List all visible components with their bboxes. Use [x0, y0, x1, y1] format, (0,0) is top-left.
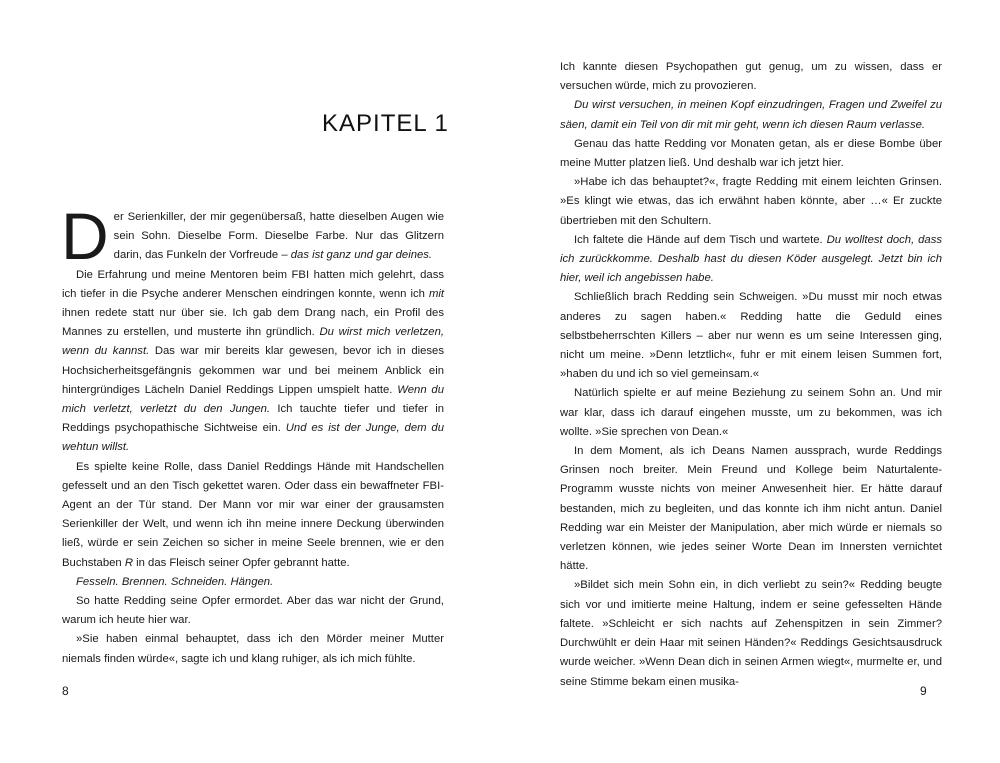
italic-text: Und es ist der Junge, dem du wehtun willst. — [62, 422, 444, 454]
paragraph: »Habe ich das behauptet?«, fragte Redding mit einem leichten Grinsen. »Es klingt wie etwas, das ich erwähnt haben könnte, aber …« Er zuckte übertrieben mit den Schultern. — [560, 176, 942, 227]
paragraph: Die Erfahrung und meine Mentoren beim FBI hatten mich gelehrt, dass ich tiefer in die Psyche anderer Menschen eindringen konnte, wenn ich mit ihnen redete statt nur über sie. Ich gab dem Drang nach, ein Profil des Mannes zu erstellen, und musterte ihn gründlich. Du wirst mich verletzen, wenn du kannst. Das war mir bereits klar gewesen, bevor ich in dieses Hochsicherheitsgefängnis gekommen war und bei meinem Anblick ein hintergründiges Lächeln Daniel Reddings Lippen umspielt hatte. Wenn du mich verletzt, verletzt du den Jungen. Ich tauchte tiefer und tiefer in Reddings psychopathische Sichtweise ein. Und es ist der Junge, dem du wehtun willst. — [62, 268, 445, 454]
italic-text: Wenn du mich verletzt, verletzt du den Jungen. — [62, 383, 445, 416]
italic-text: mit — [428, 287, 444, 300]
paragraph: So hatte Redding seine Opfer ermordet. Aber das war nicht der Grund, warum ich heute hier war. — [62, 595, 444, 627]
italic-text: Du wirst mich verletzen, wenn du kannst. — [62, 326, 444, 358]
drop-cap: D — [61, 199, 109, 273]
paragraph: »Bildet sich mein Sohn ein, in dich verliebt zu sein?« Redding beugte sich vor und imitierte meine Haltung, indem er seine gefesselten Hände faltete. »Schleicht er sich nachts auf Zehenspitzen in sein Zimmer? Durchwühlt er dein Haar mit seinen Händen?« Reddings Gesichtsausdruck wurde weicher. »Wenn Dean dich in seinen Armen wiegt«, murmelte er, und seine Stimme bekam einen musika- — [560, 579, 942, 688]
italic-text: Fesseln. Brennen. Schneiden. Hängen. — [76, 575, 274, 588]
italic-text: Du wolltest doch, dass ich zurückkomme. Deshalb hast du diesen Köder ausgelegt. Jetzt bin ich hier, weil ich angebissen habe. — [560, 233, 942, 285]
page-number-left: 8 — [62, 684, 69, 698]
paragraph: Schließlich brach Redding sein Schweigen. »Du musst mir noch etwas anderes zu sagen haben.« Redding hatte die Geduld eines selbstbeherrschten Killers – aber nur wenn es um seine Interessen ging, nicht um meine. »Denn letztlich«, fuhr er mit einem leisen Summen fort, »haben du und ich so viel gemeinsam.« — [560, 291, 942, 381]
italic-text: Du wirst versuchen, in meinen Kopf einzudringen, Fragen und Zweifel zu säen, damit ein Teil von dir mit mir geht, wenn ich diesen Raum verlasse. — [560, 99, 942, 131]
paragraph: Es spielte keine Rolle, dass Daniel Reddings Hände mit Handschellen gefesselt und an den Tisch gekettet waren. Oder dass ein bewaffneter FBI-Agent an der Tür stand. Der Mann vor mir war einer der grausamsten Serienkiller der Welt, und wenn ich ihn meine innere Deckung überwinden ließ, würde er sein Zeichen so sicher in meine Seele brennen, wie er den Buchstaben R in das Fleisch seiner Opfer gebrannt hatte. — [62, 460, 444, 569]
chapter-title: KAPITEL 1 — [322, 110, 449, 137]
paragraph: In dem Moment, als ich Deans Namen aussprach, wurde Reddings Grinsen noch breiter. Mein Freund und Kollege beim Naturtalente-Programm wusste nichts von meiner Anwesenheit hier. Er hätte darauf bestanden, mich zu begleiten, und das konnte ich ihm nicht antun. Daniel Redding war ein Meister der Manipulation, aber mich würde er niemals so verletzen können, wie jedes seiner Worte Dean im Innersten vernichtet hätte. — [560, 445, 942, 573]
paragraph: Der Serienkiller, der mir gegenübersaß, hatte dieselben Augen wie sein Sohn. Dieselbe Form. Dieselbe Farbe. Nur das Glitzern darin, das Funkeln der Vorfreude – das ist ganz und gar deines. — [61, 199, 444, 273]
paragraph — [62, 573, 444, 592]
right-page — [500, 0, 1000, 763]
italic-text: R — [124, 556, 133, 569]
paragraph: Genau das hatte Redding vor Monaten getan, als er diese Bombe über meine Mutter platzen ließ. Und deshalb war ich jetzt hier. — [560, 137, 942, 170]
page-number-right: 9 — [920, 684, 927, 698]
right-page-text — [560, 58, 942, 692]
paragraph: Natürlich spielte er auf meine Beziehung zu seinem Sohn an. Und mir war klar, dass ich darauf eingehen musste, um zu bekommen, was ich wollte. »Sie sprechen von Dean.« — [560, 387, 942, 438]
paragraph: Ich faltete die Hände auf dem Tisch und wartete. Du wolltest doch, dass ich zurückkomme. Deshalb hast du diesen Köder ausgelegt. Jetzt bin ich hier, weil ich angebissen habe. — [560, 233, 942, 285]
italic-text: das ist ganz und gar deines. — [290, 249, 433, 262]
paragraph: Ich kannte diesen Psychopathen gut genug, um zu wissen, dass er versuchen würde, mich zu provozieren. — [560, 61, 942, 93]
left-page-text — [61, 199, 445, 669]
paragraph — [560, 96, 942, 134]
paragraph: »Sie haben einmal behauptet, dass ich den Mörder meiner Mutter niemals finden würde«, sagte ich und klang ruhiger, als ich mich fühlte. — [62, 633, 444, 665]
